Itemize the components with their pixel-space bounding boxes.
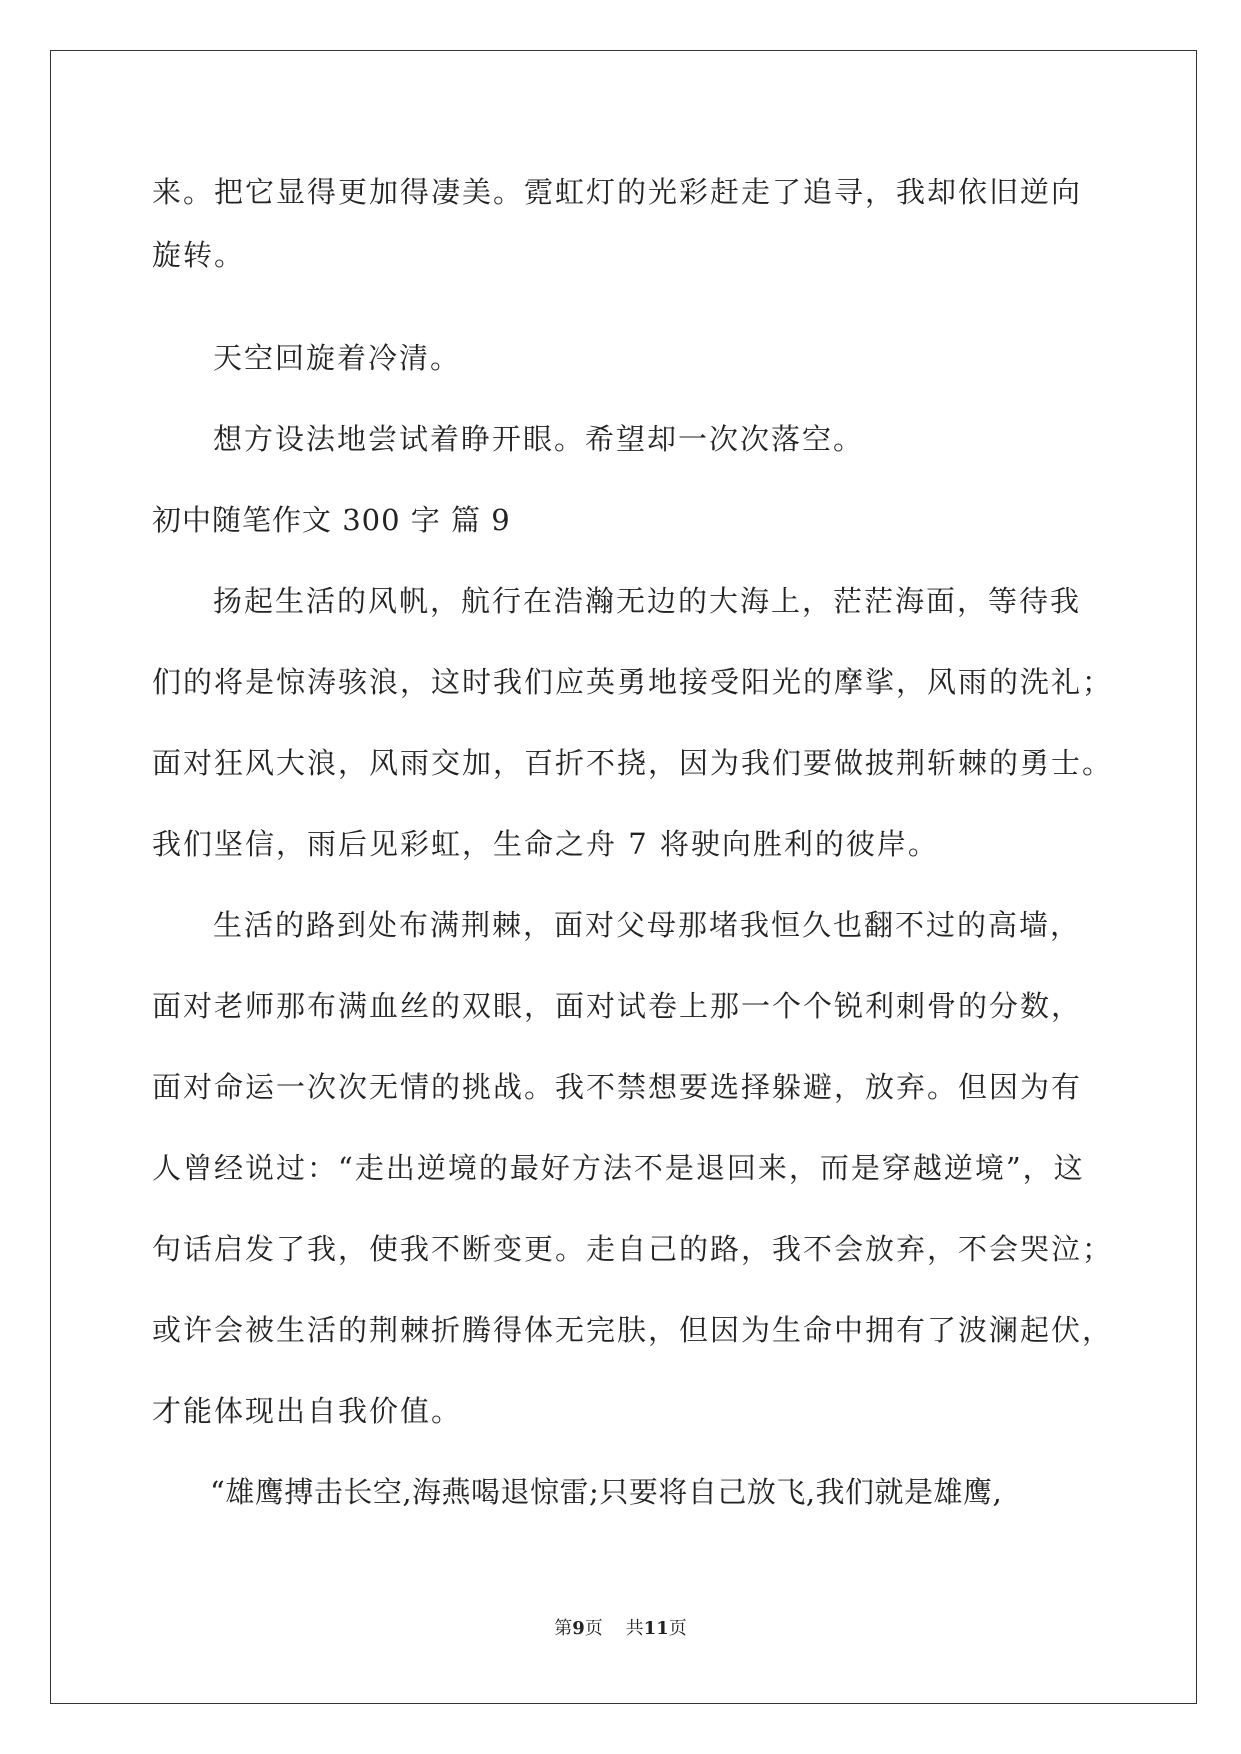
paragraph-line: 旋转。 bbox=[152, 238, 246, 272]
paragraph-line: 们的将是惊涛骇浪，这时我们应英勇地接受阳光的摩挲，风雨的洗礼； bbox=[152, 665, 1114, 699]
page-footer bbox=[0, 1617, 1241, 1641]
paragraph-line: 面对命运一次次无情的挑战。我不禁想要选择躲避，放弃。但因为有 bbox=[152, 1070, 1083, 1104]
paragraph-line: 想方设法地尝试着睁开眼。希望却一次次落空。 bbox=[213, 422, 865, 456]
paragraph-line: 我们坚信，雨后见彩虹，生命之舟 7 将驶向胜利的彼岸。 bbox=[152, 827, 939, 861]
footer-middle: 页 共 bbox=[584, 1618, 644, 1639]
paragraph-line: 来。把它显得更加得凄美。霓虹灯的光彩赶走了追寻，我却依旧逆向 bbox=[152, 175, 1083, 209]
paragraph-line: 或许会被生活的荆棘折腾得体无完肤，但因为生命中拥有了波澜起伏， bbox=[152, 1313, 1114, 1347]
paragraph-line: 句话启发了我，使我不断变更。走自己的路，我不会放弃，不会哭泣； bbox=[152, 1232, 1114, 1266]
footer-suffix: 页 bbox=[668, 1618, 687, 1639]
paragraph-line: 生活的路到处布满荆棘，面对父母那堵我恒久也翻不过的高墙， bbox=[213, 908, 1082, 942]
paragraph-line: 天空回旋着冷清。 bbox=[213, 341, 462, 375]
paragraph-line: 面对狂风大浪，风雨交加，百折不挠，因为我们要做披荆斩棘的勇士。 bbox=[152, 746, 1114, 780]
section-heading: 初中随笔作文 300 字 篇 9 bbox=[152, 503, 511, 537]
footer-page-number: 9 bbox=[572, 1618, 585, 1639]
paragraph-line: “雄鹰搏击长空,海燕喝退惊雷;只要将自己放飞,我们就是雄鹰, bbox=[210, 1475, 1003, 1509]
paragraph-line: 面对老师那布满血丝的双眼，面对试卷上那一个个锐利刺骨的分数， bbox=[152, 989, 1083, 1023]
paragraph-line: 扬起生活的风帆，航行在浩瀚无边的大海上，茫茫海面，等待我 bbox=[213, 584, 1082, 618]
footer-prefix: 第 bbox=[554, 1618, 573, 1639]
paragraph-line: 人曾经说过：“走出逆境的最好方法不是退回来，而是穿越逆境”，这 bbox=[152, 1151, 1085, 1185]
paragraph-line: 才能体现出自我价值。 bbox=[152, 1394, 463, 1428]
page-border bbox=[50, 50, 1197, 1704]
footer-total-pages: 11 bbox=[643, 1618, 669, 1639]
